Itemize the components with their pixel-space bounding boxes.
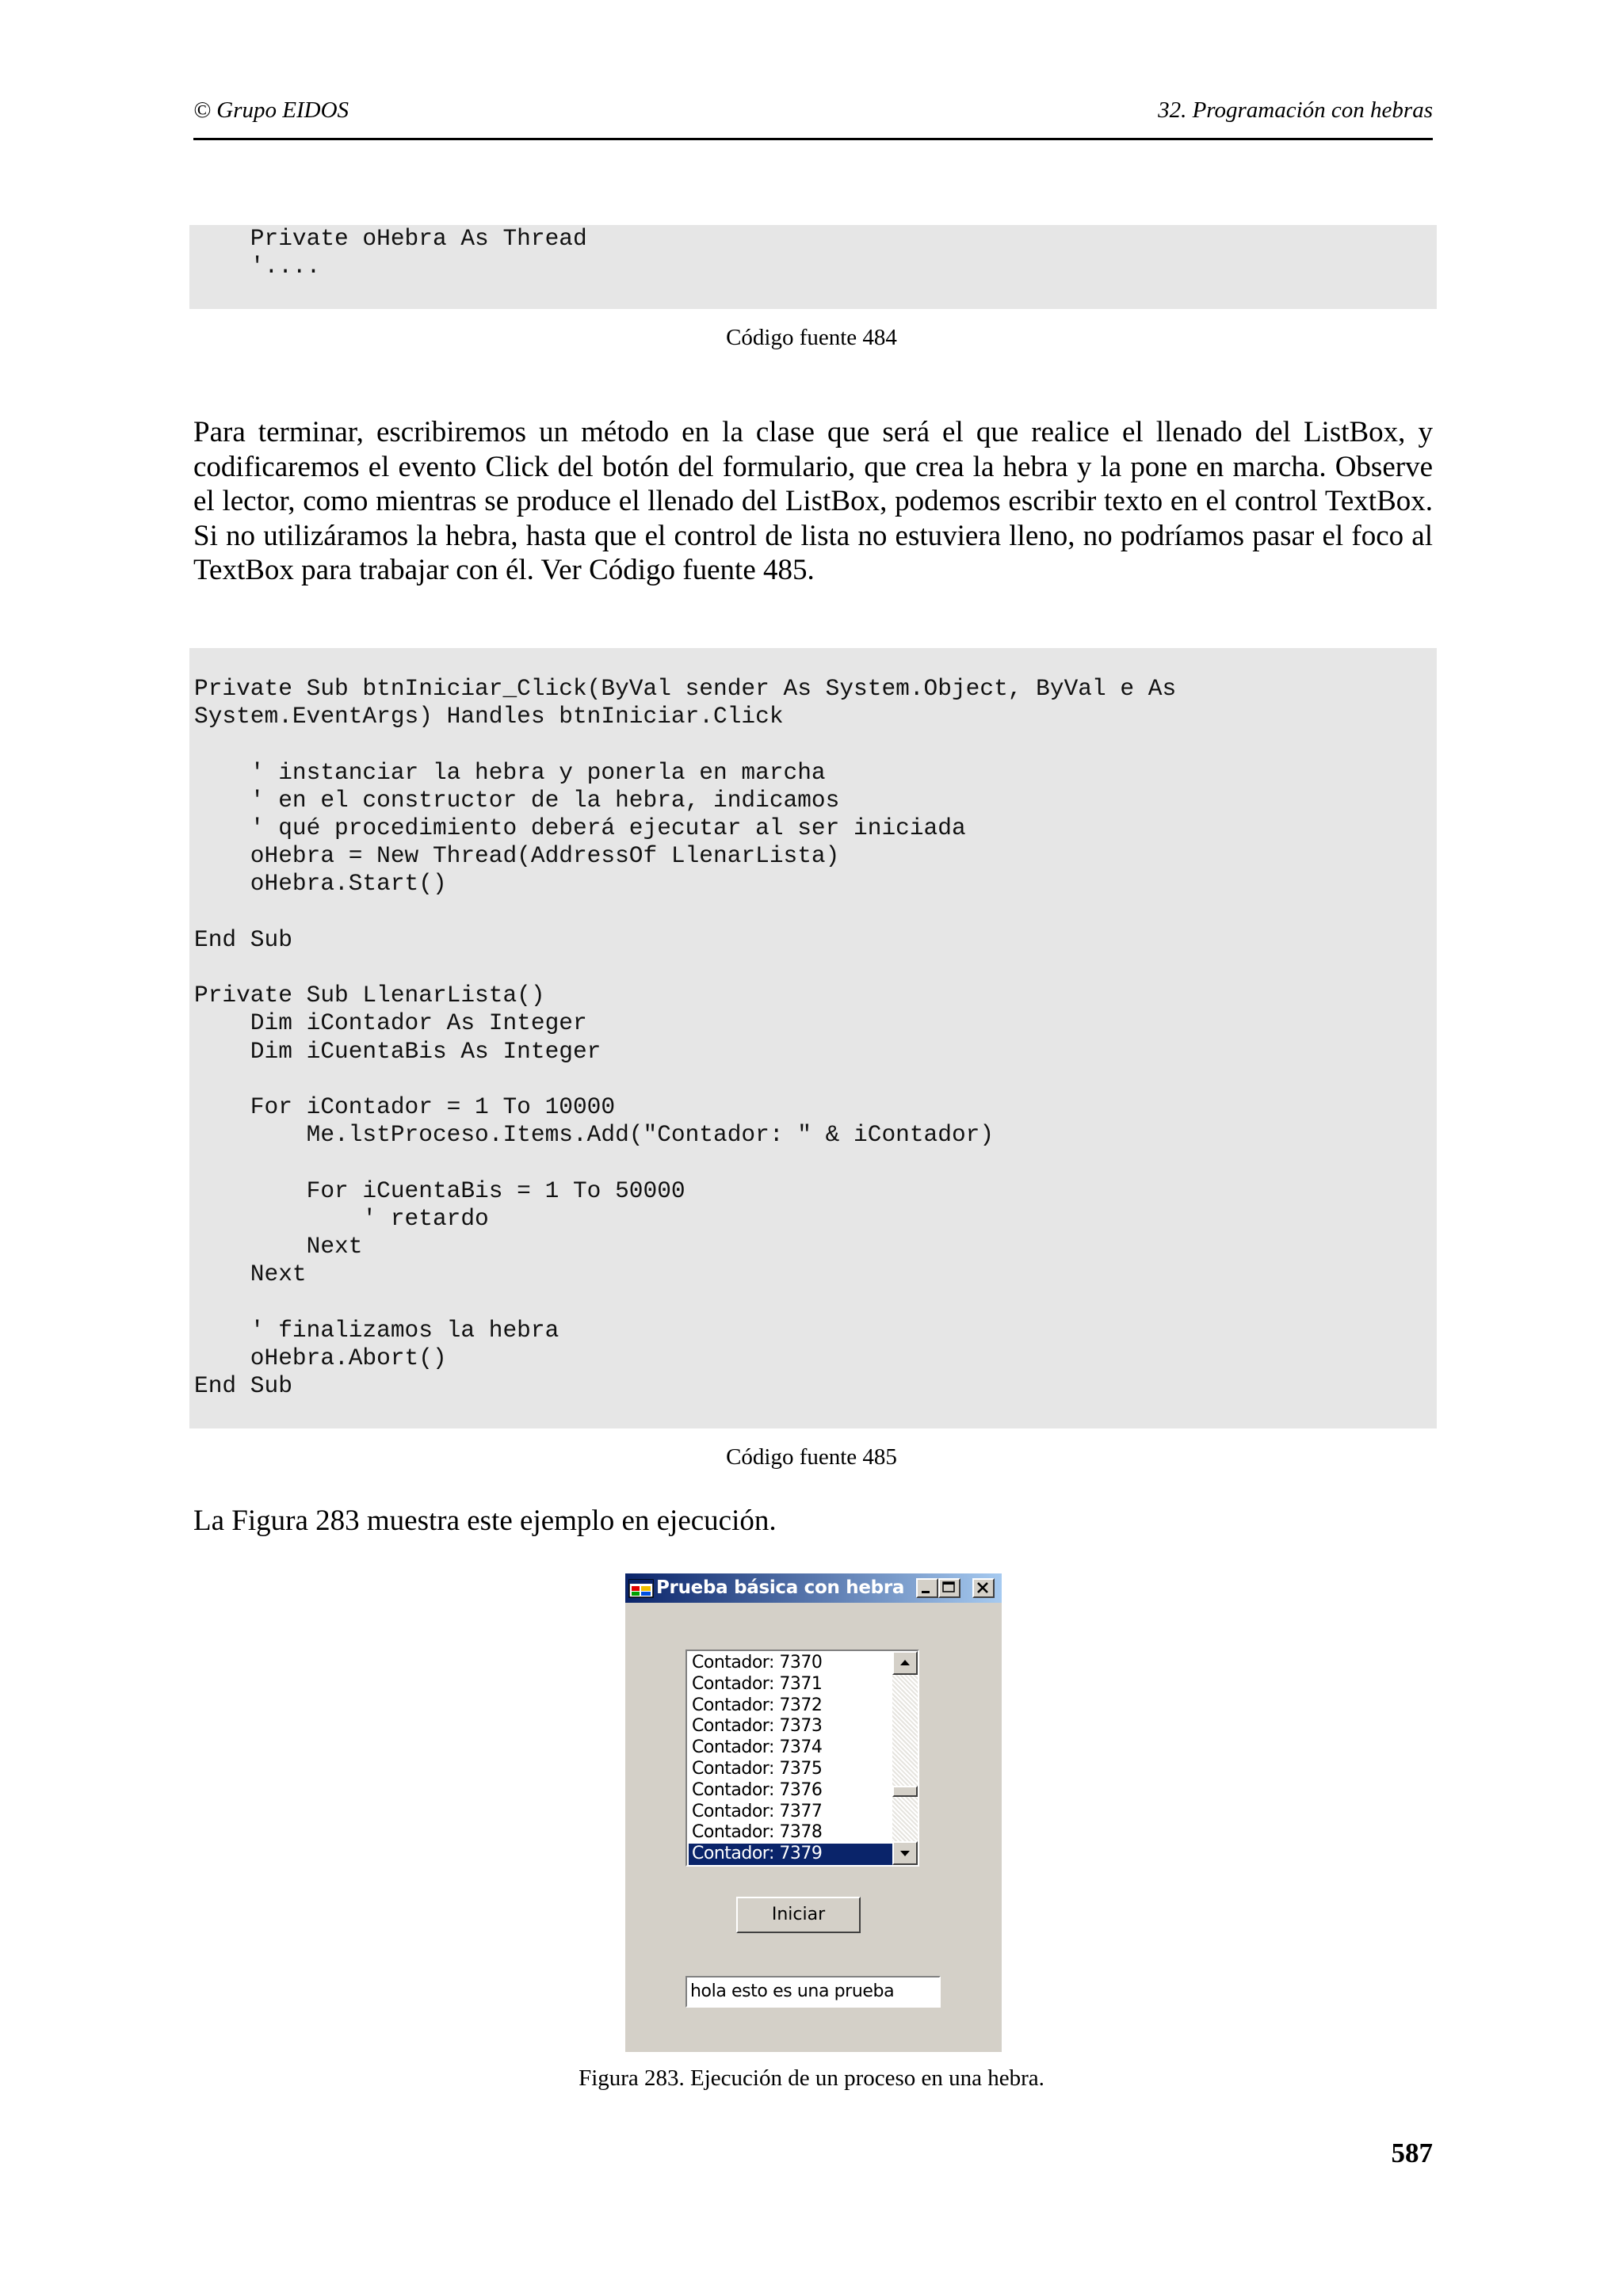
window-titlebar[interactable] [625,1573,1002,1603]
code-block-484 [189,225,1437,309]
list-item-selected[interactable]: Contador: 7379 [689,1844,892,1865]
running-header [193,93,1433,140]
arrow-down-icon [894,1843,916,1863]
page-number: 587 [1391,2138,1433,2168]
header-publisher: © Grupo EIDOS [193,97,349,123]
listbox-items [689,1653,892,1865]
body-paragraph-1 [193,415,1433,588]
maximize-button[interactable] [938,1578,960,1598]
list-item[interactable]: Contador: 7371 [692,1673,823,1694]
code-caption-484: Código fuente 484 [726,325,897,350]
figure-caption: Figura 283. Ejecución de un proceso en una hebra. [579,2065,1044,2091]
text-input[interactable]: hola esto es una prueba [685,1976,941,2008]
app-icon [628,1579,654,1598]
list-item[interactable]: Contador: 7378 [692,1822,823,1843]
scrollbar-thumb[interactable] [892,1786,918,1797]
list-item[interactable]: Contador: 7377 [692,1801,823,1821]
iniciar-button[interactable]: Iniciar [736,1897,861,1933]
scroll-up-button[interactable] [892,1651,918,1675]
arrow-up-icon [894,1653,916,1673]
list-item[interactable]: Contador: 7370 [692,1653,823,1672]
code-block-485 [189,648,1437,1428]
code-caption-485: Código fuente 485 [726,1444,897,1470]
code-listing-484: Private oHebra As Thread '.... [250,225,587,280]
list-item[interactable]: Contador: 7376 [692,1779,823,1800]
close-button[interactable] [972,1578,995,1598]
list-item[interactable]: Contador: 7372 [692,1695,823,1715]
body-paragraph-2 [193,1504,1433,1539]
close-icon [974,1580,993,1596]
header-chapter-title: 32. Programación con hebras [1158,97,1433,123]
process-listbox[interactable] [685,1650,919,1867]
maximize-icon [940,1580,959,1596]
paragraph-text: La Figura 283 muestra este ejemplo en ejecución. [193,1505,777,1537]
list-item[interactable]: Contador: 7373 [692,1716,823,1737]
list-item[interactable]: Contador: 7374 [692,1737,823,1758]
minimize-icon [918,1580,937,1596]
window-title: Prueba básica con hebra [656,1577,905,1598]
scroll-down-button[interactable] [892,1841,918,1865]
form-window-screenshot [625,1573,1002,2052]
list-item[interactable]: Contador: 7375 [692,1758,823,1779]
code-listing-485: Private Sub btnIniciar_Click(ByVal sender As System.Object, ByVal e As System.EventArgs) Handles btnIniciar.Click ' instanciar la hebra y ponerla en marcha ' en el constructor de la hebra, indicamos ' qué procedimiento deberá ejecutar al ser iniciada oHebra = New Thread(AddressOf LlenarLista) oHebra.Start() End Sub Private Sub LlenarLista() Dim iContador As Integer Dim iCuentaBis As Integer For iContador = 1 To 10000 Me.lstProceso.Items.Add("Contador: " & iContador) For iCuentaBis = 1 To 50000 ' retardo Next Next ' finalizamos la hebra oHebra.Abort() End Sub [194,675,1177,1400]
listbox-scrollbar[interactable] [892,1651,918,1865]
paragraph-text: Para terminar, escribiremos un método en la clase que será el que realice el llenado del ListBox, y codificaremos el evento Click del botón del formulario, que crea la hebra y la pone en marcha. Observe el lector, como mientras se produce el llenado del ListBox, podemos escribir texto en el control TextBox. Si no utilizáramos la hebra, hasta que el control de lista no estuviera lleno, no podríamos pasar el foco al TextBox para trabajar con él. Ver Código fuente 485. [193,416,1433,586]
minimize-button[interactable] [916,1578,938,1598]
